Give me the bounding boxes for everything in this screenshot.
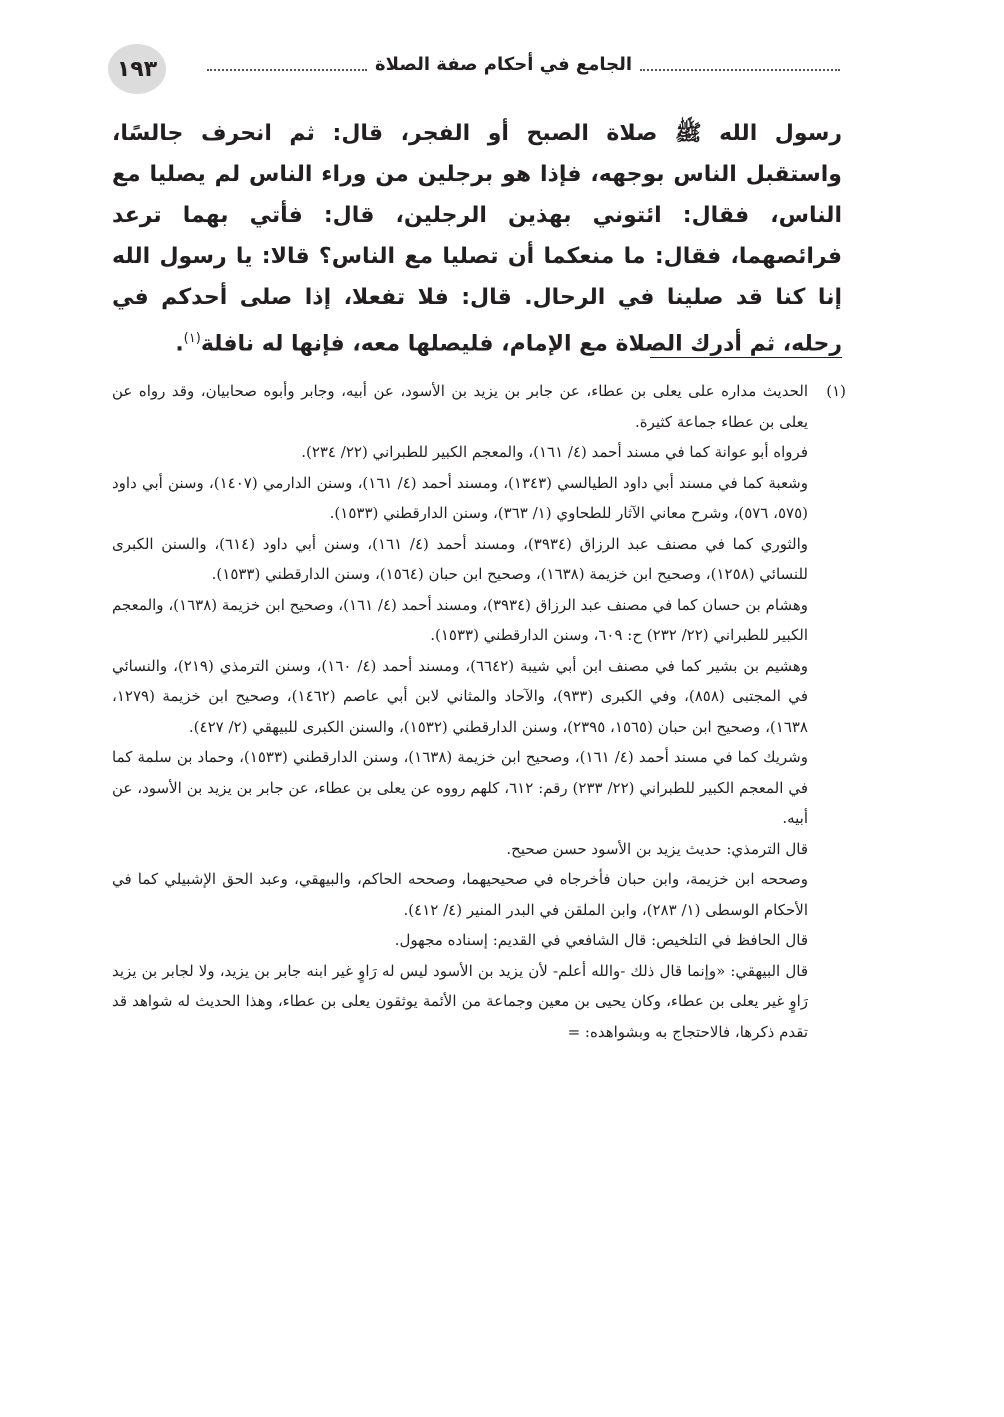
footnote-paragraph: وهشيم بن بشير كما في مصنف ابن أبي شيبة (٦٦٤٢)، ومسند أحمد (٤/ ١٦٠)، وسنن الترمذي (٢١٩)، والنسائي في المجتبى (٨٥٨)، وفي الكبرى (٩٣٣)، والآحاد والمثاني لابن أبي عاصم (١٤٦٢)، وصحيح ابن خزيمة (١٢٧٩، ١٦٣٨)، وصحيح ابن حبان (١٥٦٥، ٢٣٩٥)، وسنن الدارقطني (١٥٣٢)، والسنن الكبرى للبيهقي (٢/ ٤٢٧). (112, 656, 809, 736)
running-title-row (199, 54, 848, 75)
footnote-paragraph: وشريك كما في مسند أحمد (٤/ ١٦١)، وصحيح ابن خزيمة (١٦٣٨)، وسنن الدارقطني (١٥٣٣)، وحماد بن سلمة كما في المعجم الكبير للطبراني (٢٢/ ٢٣٣) رقم: ٦١٢، كلهم رووه عن يعلى بن عطاء، عن جابر بن يزيد بن الأسود، عن أبيه. (112, 748, 808, 827)
footnote-paragraph: فرواه أبو عوانة كما في مسند أحمد (٤/ ١٦١)، والمعجم الكبير للطبراني (٢٢/ ٢٣٤). (301, 443, 808, 461)
footnote-paragraph: والثوري كما في مصنف عبد الرزاق (٣٩٣٤)، ومسند أحمد (٤/ ١٦١)، وسنن أبي داود (٦١٤)، والسنن الكبرى للنسائي (١٢٥٨)، وصحيح ابن خزيمة (١٦٣٨)، وصحيح ابن حبان (١٥٦٤)، وسنن الدارقطني (١٥٣٣). (112, 534, 808, 583)
main-end: . (175, 331, 184, 357)
footnote-first-paragraph: الحديث مداره على يعلى بن عطاء، عن جابر بن يزيد بن الأسود، عن أبيه، وجابر وأبوه صحابيان، وقد رواه عن يعلى بن عطاء جماعة كثيرة. (112, 382, 808, 431)
main-text (112, 113, 842, 364)
page-number: ١٩٣ (108, 44, 166, 94)
page-header (108, 44, 848, 94)
footnote-paragraph: قال البيهقي: «وإنما قال ذلك -والله أعلم- لأن يزيد بن الأسود ليس له رَاوٍ غير ابنه جابر بن يزيد، ولا لجابر بن يزيد رَاوٍ غير يعلى بن عطاء، وكان يحيى بن معين وجماعة من الأئمة يوثقون يعلى بن عطاء، وهذا الحديث له شواهد قد تقدم ذكرها، فالاحتجاج به وبشواهده: = (112, 961, 808, 1041)
footnote-paragraph: وشعبة كما في مسند أبي داود الطيالسي (١٣٤٣)، ومسند أحمد (٤/ ١٦١)، وسنن الدارمي (١٤٠٧)، وسنن أبي داود (٥٧٥، ٥٧٦)، وشرح معاني الآثار للطحاوي (١/ ٣٦٣)، وسنن الدارقطني (١٥٣٣). (112, 473, 808, 522)
dotted-leader-right (640, 59, 840, 71)
footnote-1 (112, 376, 846, 437)
footnote-marker[interactable]: (١) (183, 331, 201, 346)
main-paragraph (112, 113, 842, 364)
footnote-number: (١) (826, 382, 846, 400)
running-title: الجامع في أحكام صفة الصلاة (375, 54, 632, 75)
footnote-paragraph: وهشام بن حسان كما في مصنف عبد الرزاق (٣٩٣٤)، ومسند أحمد (٤/ ١٦١)، وصحيح ابن خزيمة (١٦٣٨)، والمعجم الكبير للطبراني (٢٢/ ٢٣٢) ح: ٦٠٩، وسنن الدارقطني (١٥٣٣). (112, 595, 808, 644)
footnote-separator (650, 357, 842, 358)
dotted-leader-left (207, 59, 367, 71)
footnote-paragraph: وصححه ابن خزيمة، وابن حبان فأخرجاه في صحيحيهما، وصححه الحاكم، والبيهقي، وعبد الحق الإشبيلي كما في الأحكام الوسطى (١/ ٢٨٣)، وابن الملقن في البدر المنير (٤/ ٤١٢). (112, 870, 808, 919)
footnote-paragraph: قال الترمذي: حديث يزيد بن الأسود حسن صحيح. (506, 839, 808, 858)
main-body: رسول الله ﷺ صلاة الصبح أو الفجر، قال: ثم انحرف جالسًا، واستقبل الناس بوجهه، فإذا هو برجلين من وراء الناس لم يصليا مع الناس، فقال: ائتوني بهذين الرجلين، قال: فأتي بهما ترعد فرائصهما، فقال: ما منعكما أن تصليا مع الناس؟ قالا: يا رسول الله إنا كنا قد صلينا في الرحال. قال: فلا تفعلا، إذا صلى أحدكم في رحله، ثم أدرك الصلاة مع الإمام، فليصلها معه، فإنها له نافلة (112, 121, 842, 357)
footnote-paragraph: قال الحافظ في التلخيص: قال الشافعي في القديم: إسناده مجهول. (394, 931, 808, 949)
footnotes (112, 376, 846, 1047)
